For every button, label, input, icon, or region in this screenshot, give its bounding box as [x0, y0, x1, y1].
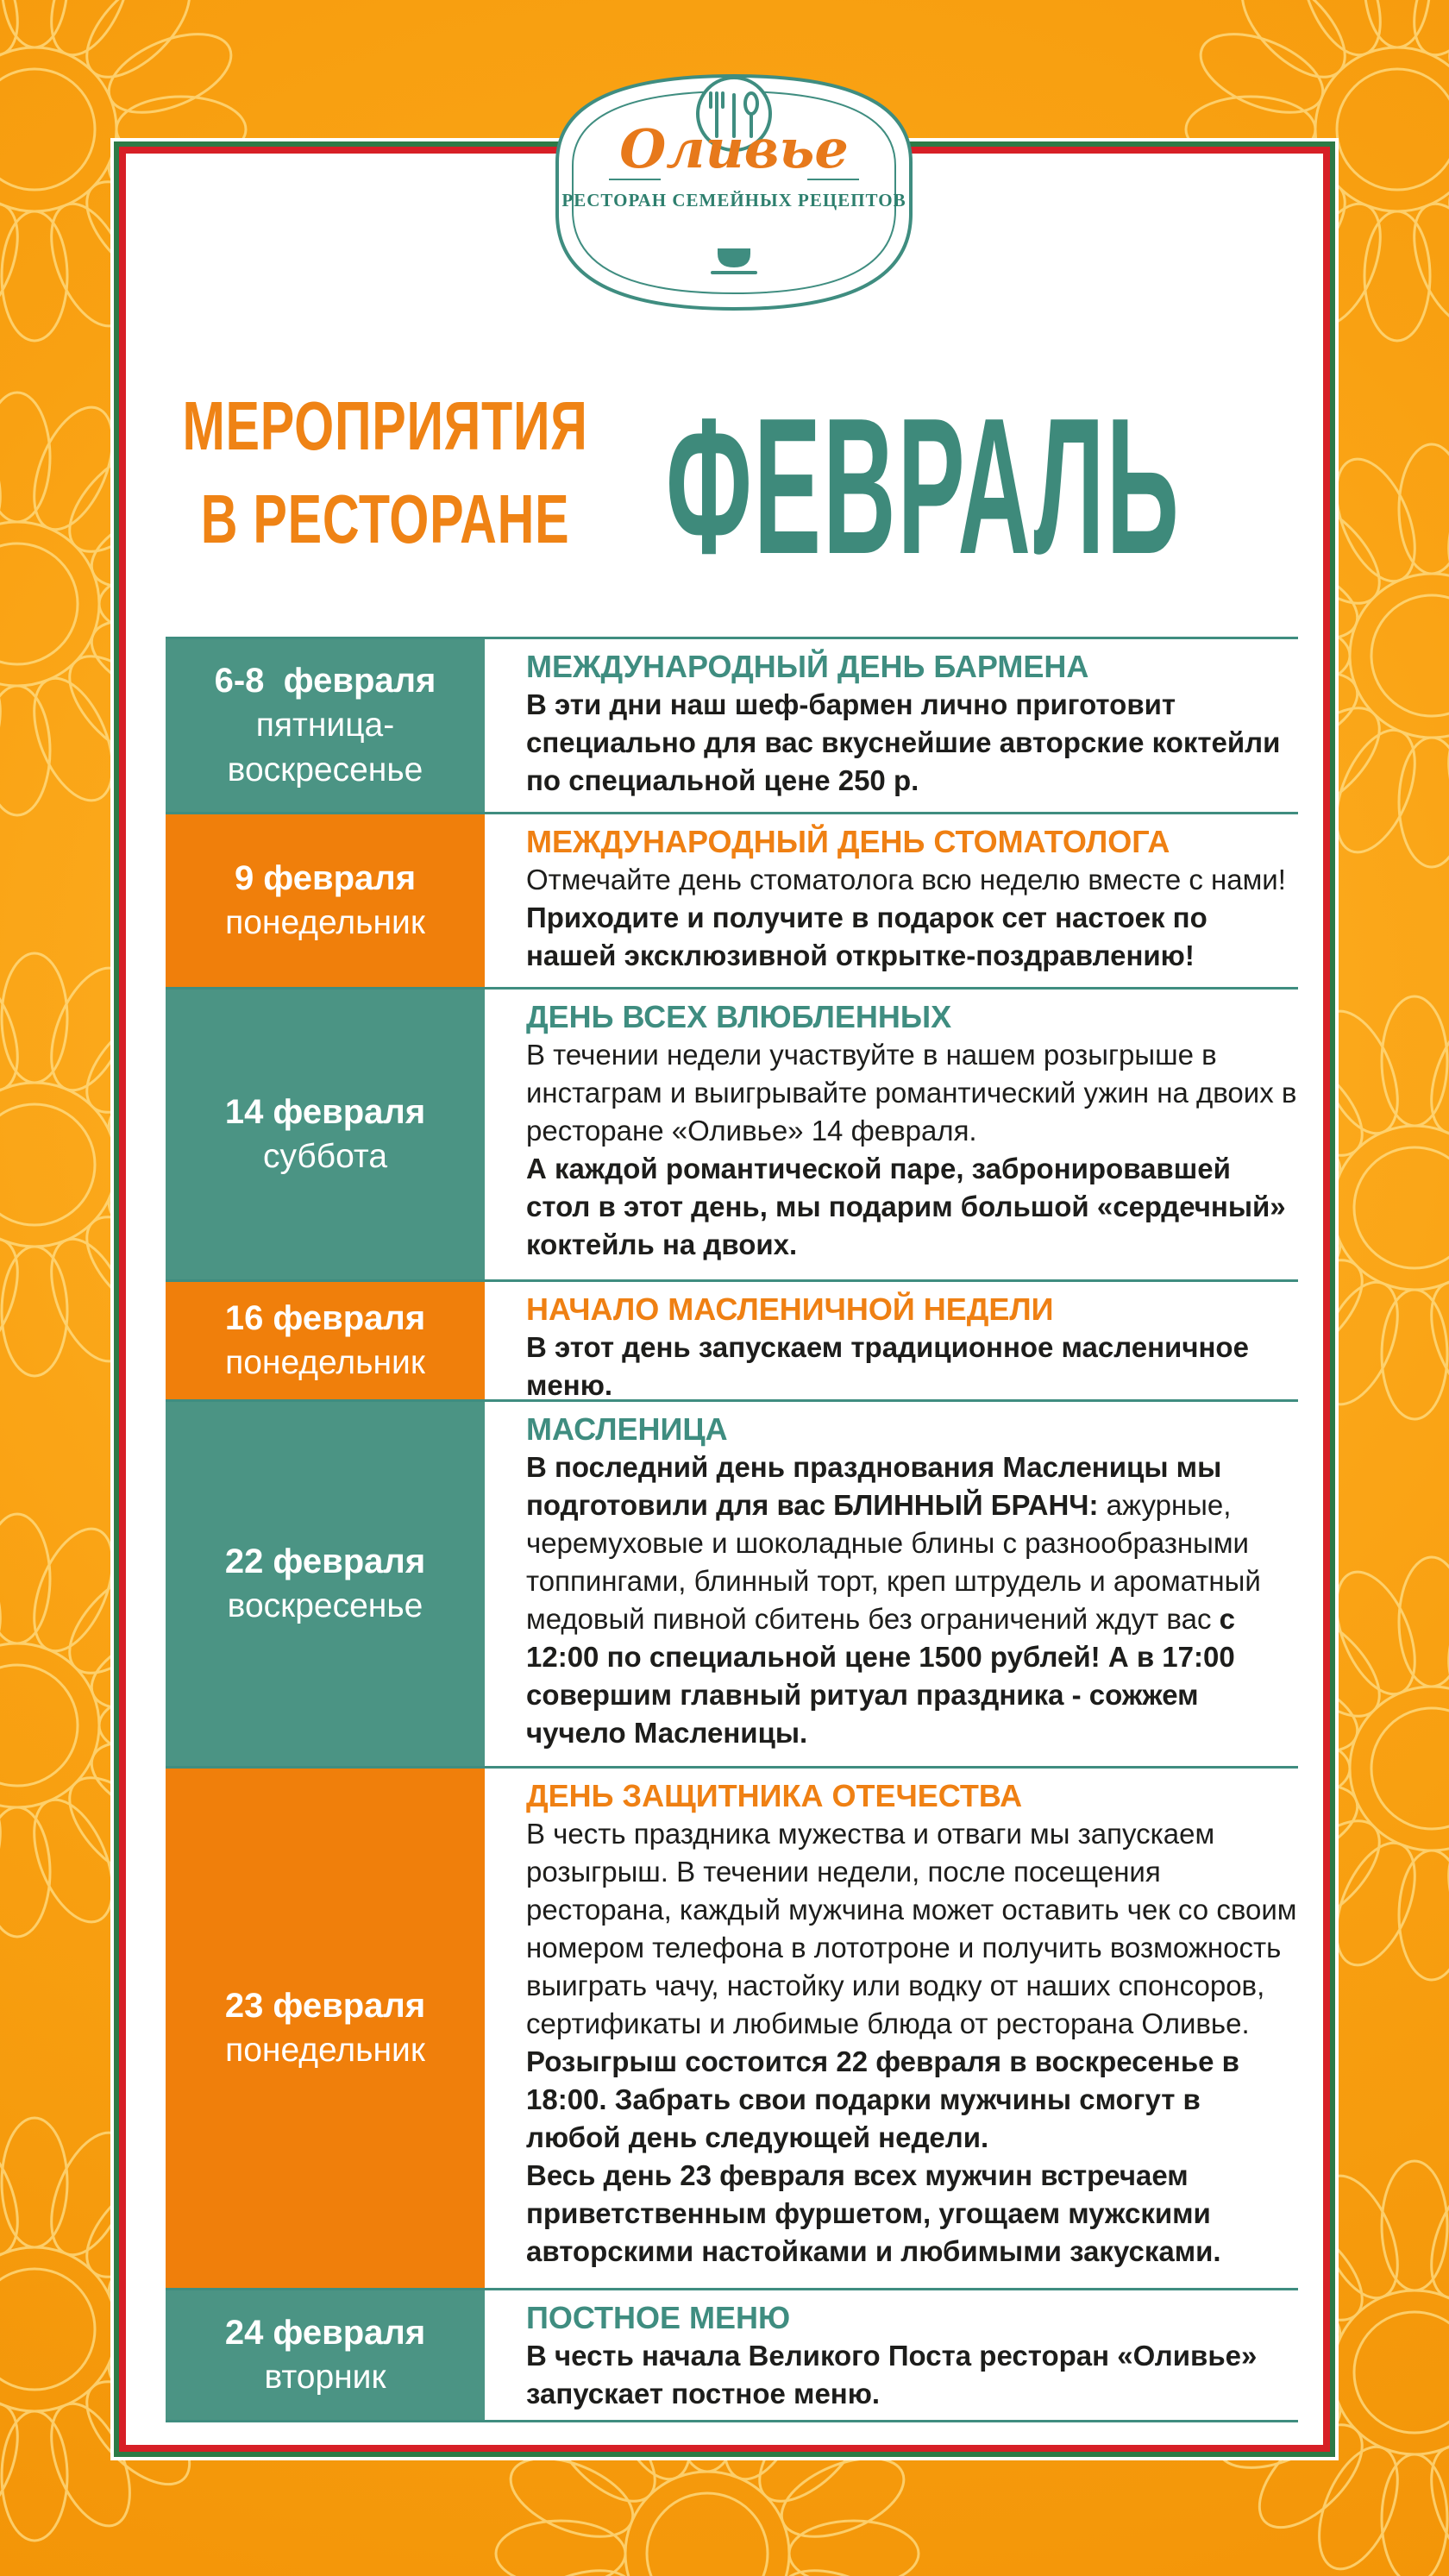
heading-line-1: МЕРОПРИЯТИЯ — [182, 387, 588, 464]
event-title: ПОСТНОЕ МЕНЮ — [526, 2300, 791, 2335]
restaurant-tagline: РЕСТОРАН СЕМЕЙНЫХ РЕЦЕПТОВ — [561, 190, 906, 210]
event-description — [526, 861, 1298, 975]
event-content — [485, 990, 1298, 1279]
event-description — [526, 686, 1298, 800]
event-content — [485, 639, 1298, 812]
event-weekday: понедельник — [225, 1344, 425, 1381]
event-title: МЕЖДУНАРОДНЫЙ ДЕНЬ БАРМЕНА — [526, 649, 1089, 684]
event-row — [166, 1279, 1298, 1399]
event-description-segment: А каждой романтической паре, забронировавшей стол в этот день, мы подарим большой «сердечный» коктейль на двоих. — [526, 1153, 1286, 1260]
event-weekday: понедельник — [225, 2032, 425, 2069]
event-date-cell — [166, 1769, 485, 2288]
restaurant-name: Оливье — [619, 117, 849, 180]
event-date: 16 февраля — [224, 1299, 426, 1337]
event-date: 9 февраля — [234, 859, 417, 897]
event-description-segment: В честь начала Великого Поста ресторан «Оливье» запускает постное меню. — [526, 2340, 1258, 2410]
event-row — [166, 812, 1298, 987]
event-description-segment: Розыгрыш состоится 22 февраля в воскресенье в 18:00. Забрать свои подарки мужчины смогут в любой день следующей недели. — [526, 2045, 1239, 2153]
event-row — [166, 2288, 1298, 2422]
event-date-cell — [166, 1402, 485, 1766]
event-title: ДЕНЬ ВСЕХ ВЛЮБЛЕННЫХ — [526, 999, 952, 1034]
event-row — [166, 987, 1298, 1279]
event-date: 14 февраля — [224, 1093, 426, 1131]
event-weekday: вторник — [264, 2359, 386, 2396]
event-description-segment: В эти дни наш шеф-бармен лично приготовит специально для вас вкуснейшие авторские коктейли по специальной цене 250 р. — [526, 688, 1281, 796]
event-content — [485, 814, 1298, 987]
event-description-segment: Приходите и получите в подарок сет настоек по нашей эксклюзивной открытке-поздравлению! — [526, 902, 1208, 971]
events-panel — [119, 117, 1330, 2452]
event-description-segment: В последний день празднования Масленицы мы подготовили для вас БЛИННЫЙ БРАНЧ: — [526, 1451, 1222, 1521]
event-description-segment: В честь праздника мужества и отваги мы запускаем розыгрыш. В течении недели, после посещения ресторана, каждый мужчина может оставить чек со своим номером телефона в лототроне и получить возможность выиграть чачу, настойку или водку от наших спонсоров, сертификаты и любимые блюда от ресторана Оливье. — [526, 1818, 1297, 2039]
event-content — [485, 1282, 1298, 1399]
event-description-segment: Отмечайте день стоматолога всю неделю вместе с нами! — [526, 864, 1286, 895]
event-title: МЕЖДУНАРОДНЫЙ ДЕНЬ СТОМАТОЛОГА — [526, 824, 1170, 859]
events-heading — [178, 380, 593, 566]
event-date: 24 февраля — [224, 2314, 426, 2352]
event-title: МАСЛЕНИЦА — [526, 1411, 728, 1447]
event-date: 23 февраля — [224, 1987, 426, 2025]
event-description-segment: с 12:00 по специальной цене 1500 рублей! А в 17:00 совершим главный ритуал праздника - сожжем чучело Масленицы. — [526, 1603, 1235, 1749]
heading-line-2: В РЕСТОРАНЕ — [200, 481, 570, 557]
event-title: НАЧАЛО МАСЛЕНИЧНОЙ НЕДЕЛИ — [526, 1291, 1054, 1327]
event-date-cell — [166, 639, 485, 812]
event-date-cell — [166, 1282, 485, 1399]
event-description-segment: В течении недели участвуйте в нашем розыгрыше в инстаграм и выигрывайте романтический ужин на двоих в ресторане «Оливье» 14 февраля. — [526, 1039, 1297, 1147]
event-date-cell — [166, 2290, 485, 2420]
events-list — [166, 637, 1298, 2422]
event-weekday: понедельник — [225, 904, 425, 941]
event-date: 22 февраля — [224, 1542, 426, 1580]
event-description — [526, 1329, 1298, 1404]
month-title: ФЕВРАЛЬ — [666, 377, 1181, 594]
event-description — [526, 1815, 1298, 2271]
event-description-segment: Весь день 23 февраля всех мужчин встречаем приветственным фуршетом, угощаем мужскими авторскими настойками и любимыми закусками. — [526, 2159, 1221, 2267]
event-weekday: суббота — [262, 1138, 388, 1175]
event-weekday: пятница- воскресенье — [227, 707, 423, 789]
event-date: 6-8 февраля — [214, 662, 436, 700]
event-description — [526, 1036, 1298, 1264]
event-description-segment: ажурные, черемуховые и шоколадные блины с разнообразными топпингами, блинный торт, креп штрудель и ароматный медовый пивной сбитень без ограничений ждут вас — [526, 1489, 1261, 1635]
event-row — [166, 1399, 1298, 1766]
event-row — [166, 1766, 1298, 2288]
event-date-cell — [166, 990, 485, 1279]
event-content — [485, 2290, 1298, 2420]
event-content — [485, 1769, 1298, 2288]
restaurant-logo — [523, 50, 945, 361]
event-title: ДЕНЬ ЗАЩИТНИКА ОТЕЧЕСТВА — [526, 1778, 1023, 1813]
event-weekday: воскресенье — [227, 1587, 423, 1624]
event-description-segment: В этот день запускаем традиционное масленичное меню. — [526, 1331, 1249, 1401]
event-description — [526, 1448, 1298, 1752]
event-content — [485, 1402, 1298, 1766]
event-date-cell — [166, 814, 485, 987]
event-row — [166, 637, 1298, 812]
event-description — [526, 2337, 1298, 2413]
